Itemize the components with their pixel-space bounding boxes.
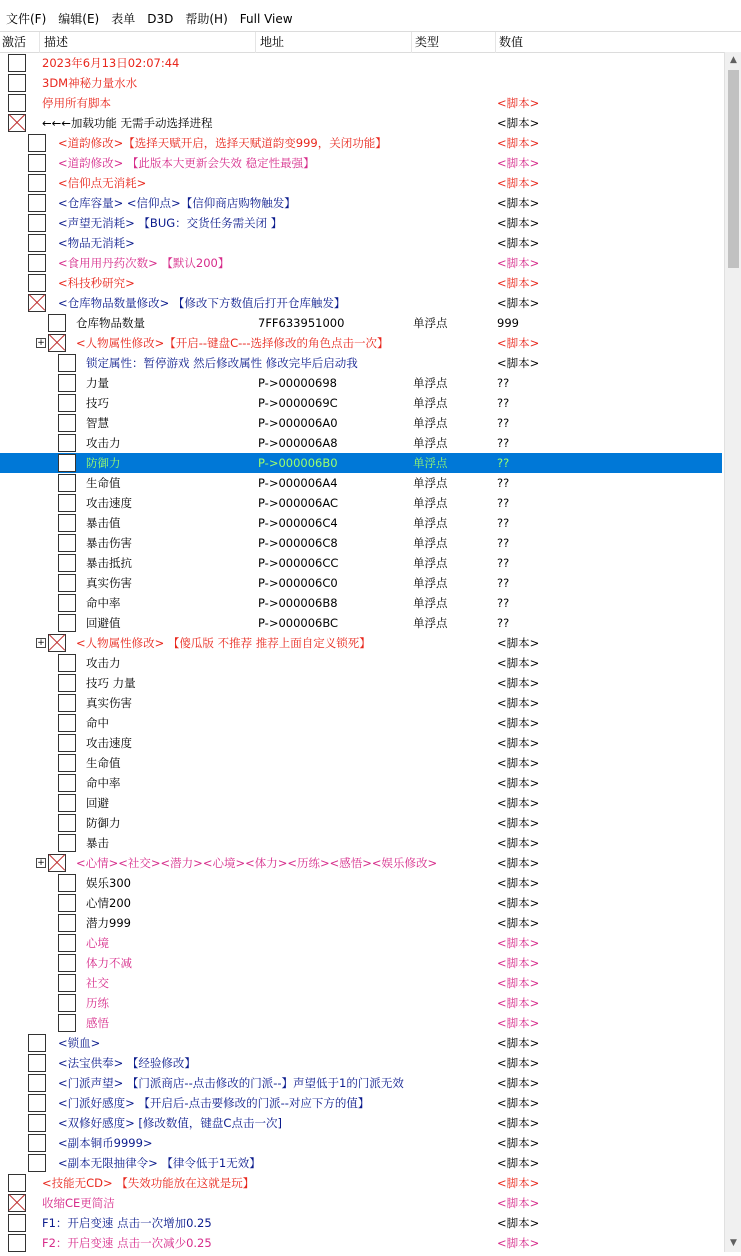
row-description: 体力不减 — [86, 956, 132, 970]
active-checkbox[interactable] — [58, 454, 76, 472]
table-row[interactable] — [0, 53, 722, 73]
row-value[interactable]: <脚本> — [497, 136, 540, 150]
row-address: P->000006C8 — [258, 536, 338, 550]
row-value[interactable]: <脚本> — [497, 1216, 540, 1230]
active-checkbox[interactable] — [28, 1074, 46, 1092]
row-value[interactable]: <脚本> — [497, 96, 540, 110]
row-value[interactable]: <脚本> — [497, 656, 540, 670]
row-description: 心情200 — [86, 896, 131, 910]
row-description: <仓库容量> <信仰点>【信仰商店购物触发】 — [58, 196, 296, 210]
row-description: <双修好感度> [修改数值，键盘C点击一次] — [58, 1116, 282, 1130]
expand-toggle-icon[interactable]: + — [37, 338, 45, 348]
active-checkbox[interactable] — [58, 894, 76, 912]
menu-item-2[interactable]: 表单 — [111, 12, 136, 26]
row-description: 娱乐300 — [86, 876, 131, 890]
active-checkbox[interactable] — [58, 674, 76, 692]
table-row[interactable] — [0, 893, 722, 913]
active-checkbox[interactable] — [58, 794, 76, 812]
row-value[interactable]: <脚本> — [497, 636, 540, 650]
table-row[interactable] — [0, 993, 722, 1013]
row-type: 单浮点 — [413, 436, 448, 450]
table-row[interactable] — [0, 513, 722, 533]
table-row[interactable] — [0, 1193, 722, 1213]
active-checkbox[interactable] — [28, 274, 46, 292]
row-value[interactable]: <脚本> — [497, 276, 540, 290]
row-description: 回避 — [86, 796, 109, 810]
table-row[interactable] — [0, 1073, 722, 1093]
active-checkbox[interactable] — [58, 874, 76, 892]
table-row[interactable] — [0, 1033, 722, 1053]
table-row[interactable] — [0, 1093, 722, 1113]
active-checkbox[interactable] — [58, 834, 76, 852]
row-value[interactable]: <脚本> — [497, 1136, 540, 1150]
row-description: <技能无CD> 【失效功能放在这就是玩】 — [42, 1176, 255, 1190]
vertical-scrollbar[interactable] — [724, 52, 741, 1252]
active-checkbox[interactable] — [28, 174, 46, 192]
row-address: P->0000069C — [258, 396, 338, 410]
table-row[interactable] — [0, 433, 722, 453]
table-row[interactable] — [0, 473, 722, 493]
row-description: 命中率 — [86, 776, 121, 790]
table-row[interactable] — [0, 453, 722, 473]
row-description: 感悟 — [86, 1016, 109, 1030]
active-checkbox[interactable] — [48, 314, 66, 332]
row-description: 技巧 — [86, 396, 109, 410]
row-type: 单浮点 — [413, 456, 448, 470]
row-type: 单浮点 — [413, 556, 448, 570]
row-address: P->000006C4 — [258, 516, 338, 530]
row-description: 锁定属性：暂停游戏 然后修改属性 修改完毕后启动我 — [86, 356, 358, 370]
active-checkbox[interactable] — [28, 1094, 46, 1112]
row-type: 单浮点 — [413, 536, 448, 550]
active-checkbox[interactable] — [8, 1194, 26, 1212]
table-row[interactable] — [0, 833, 722, 853]
row-type: 单浮点 — [413, 516, 448, 530]
row-description: <锁血> — [58, 1036, 101, 1050]
table-row[interactable] — [0, 133, 722, 153]
row-value[interactable]: ?? — [497, 596, 510, 610]
menu-item-4[interactable]: 帮助(H) — [185, 12, 228, 26]
active-checkbox[interactable] — [58, 374, 76, 392]
active-checkbox[interactable] — [28, 294, 46, 312]
row-address: P->000006B0 — [258, 456, 338, 470]
active-checkbox[interactable] — [8, 114, 26, 132]
row-value[interactable]: ?? — [497, 376, 510, 390]
row-value[interactable]: <脚本> — [497, 256, 540, 270]
active-checkbox[interactable] — [8, 54, 26, 72]
row-value[interactable]: <脚本> — [497, 1076, 540, 1090]
active-checkbox[interactable] — [58, 434, 76, 452]
row-address: P->000006A4 — [258, 476, 338, 490]
row-description: <科技秒研究> — [58, 276, 135, 290]
table-row[interactable] — [0, 1133, 722, 1153]
row-value[interactable]: <脚本> — [497, 116, 540, 130]
row-description: 心境 — [86, 936, 109, 950]
row-value[interactable]: <脚本> — [497, 1056, 540, 1070]
active-checkbox[interactable] — [58, 394, 76, 412]
row-description: 命中 — [86, 716, 109, 730]
active-checkbox[interactable] — [28, 1034, 46, 1052]
row-description: F2：开启变速 点击一次减少0.25 — [42, 1236, 212, 1250]
menu-item-1[interactable]: 编辑(E) — [58, 12, 100, 26]
active-checkbox[interactable] — [58, 554, 76, 572]
row-value[interactable]: <脚本> — [497, 296, 540, 310]
menu-bar — [0, 8, 741, 30]
table-row[interactable] — [0, 293, 722, 313]
row-type: 单浮点 — [413, 476, 448, 490]
row-description: <道韵修改>【选择天赋开启，选择天赋道韵变999，关闭功能】 — [58, 136, 387, 150]
expand-toggle-icon[interactable]: + — [37, 858, 45, 868]
table-row[interactable] — [0, 913, 722, 933]
row-value[interactable]: <脚本> — [497, 196, 540, 210]
row-address: P->00000698 — [258, 376, 338, 390]
table-row[interactable] — [0, 353, 722, 373]
active-checkbox[interactable] — [28, 234, 46, 252]
row-description: ←←←加载功能 无需手动选择进程 — [42, 116, 213, 130]
row-value[interactable]: ?? — [497, 456, 510, 470]
table-row[interactable] — [0, 213, 722, 233]
row-description: 3DM神秘力量水水 — [42, 76, 138, 90]
row-description: <门派好感度> 【开启后-点击要修改的门派--对应下方的值】 — [58, 1096, 370, 1110]
row-description: 社交 — [86, 976, 109, 990]
col-addr[interactable]: 地址 — [258, 32, 412, 53]
row-value[interactable]: ?? — [497, 556, 510, 570]
expand-toggle-icon[interactable]: + — [37, 638, 45, 648]
table-row[interactable] — [0, 1213, 722, 1233]
row-description: 暴击伤害 — [86, 536, 132, 550]
row-description: <仓库物品数量修改> 【修改下方数值后打开仓库触发】 — [58, 296, 346, 310]
scrollbar-thumb[interactable] — [728, 70, 739, 268]
col-active[interactable]: 激活 — [0, 32, 40, 53]
row-value[interactable]: <脚本> — [497, 896, 540, 910]
row-value[interactable]: ?? — [497, 416, 510, 430]
table-row[interactable] — [0, 873, 722, 893]
active-checkbox[interactable] — [58, 994, 76, 1012]
row-description: 暴击值 — [86, 516, 121, 530]
row-value[interactable]: <脚本> — [497, 696, 540, 710]
table-row[interactable] — [0, 733, 722, 753]
row-description: 攻击力 — [86, 656, 121, 670]
row-type: 单浮点 — [413, 376, 448, 390]
active-checkbox[interactable] — [28, 194, 46, 212]
row-value[interactable]: 999 — [497, 316, 519, 330]
table-row[interactable] — [0, 593, 722, 613]
row-value[interactable]: ?? — [497, 476, 510, 490]
row-value[interactable]: <脚本> — [497, 1036, 540, 1050]
table-row[interactable] — [0, 313, 722, 333]
row-type: 单浮点 — [413, 416, 448, 430]
active-checkbox[interactable] — [58, 754, 76, 772]
row-description: <法宝供奉> 【经验修改】 — [58, 1056, 196, 1070]
row-description: <心情><社交><潜力><心境><体力><历练><感悟><娱乐修改> — [76, 856, 438, 870]
table-row[interactable] — [0, 153, 722, 173]
row-value[interactable]: <脚本> — [497, 736, 540, 750]
row-value[interactable]: <脚本> — [497, 856, 540, 870]
row-description: 真实伤害 — [86, 696, 132, 710]
table-row[interactable] — [0, 793, 722, 813]
scroll-up-icon[interactable]: ▲ — [730, 55, 737, 65]
active-checkbox[interactable] — [58, 774, 76, 792]
row-value[interactable]: ?? — [497, 536, 510, 550]
row-description: 生命值 — [86, 756, 121, 770]
col-value[interactable]: 数值 — [499, 35, 524, 49]
row-value[interactable]: <脚本> — [497, 236, 540, 250]
table-row[interactable] — [0, 953, 722, 973]
table-row[interactable] — [0, 73, 722, 93]
active-checkbox[interactable] — [58, 514, 76, 532]
table-row[interactable] — [0, 413, 722, 433]
row-value[interactable]: ?? — [497, 436, 510, 450]
row-value[interactable]: ?? — [497, 616, 510, 630]
row-description: 仓库物品数量 — [76, 316, 145, 330]
row-description: 攻击速度 — [86, 736, 132, 750]
active-checkbox[interactable] — [58, 594, 76, 612]
row-value[interactable]: <脚本> — [497, 1176, 540, 1190]
row-type: 单浮点 — [413, 396, 448, 410]
active-checkbox[interactable] — [58, 534, 76, 552]
row-value[interactable]: <脚本> — [497, 176, 540, 190]
row-value[interactable]: <脚本> — [497, 936, 540, 950]
row-value[interactable]: ?? — [497, 496, 510, 510]
active-checkbox[interactable] — [58, 354, 76, 372]
table-row[interactable] — [0, 573, 722, 593]
active-checkbox[interactable] — [58, 734, 76, 752]
row-description: 潜力999 — [86, 916, 131, 930]
row-description: <人物属性修改>【开启--键盘C---选择修改的角色点击一次】 — [76, 336, 389, 350]
table-row[interactable] — [0, 373, 722, 393]
row-address: P->000006CC — [258, 556, 339, 570]
table-row[interactable] — [0, 853, 722, 873]
row-description: <副本铜币9999> — [58, 1136, 153, 1150]
row-description: <声望无消耗> 【BUG：交货任务需关闭 】 — [58, 216, 283, 230]
row-description: 攻击速度 — [86, 496, 132, 510]
row-value[interactable]: <脚本> — [497, 1096, 540, 1110]
row-description: 力量 — [86, 376, 109, 390]
active-checkbox[interactable] — [58, 414, 76, 432]
row-description: 历练 — [86, 996, 109, 1010]
active-checkbox[interactable] — [28, 1154, 46, 1172]
table-row[interactable] — [0, 653, 722, 673]
row-address: 7FF633951000 — [258, 316, 345, 330]
table-row[interactable] — [0, 1233, 722, 1252]
row-address: P->000006A0 — [258, 416, 338, 430]
table-row[interactable] — [0, 173, 722, 193]
active-checkbox[interactable] — [8, 1174, 26, 1192]
active-checkbox[interactable] — [58, 614, 76, 632]
row-value[interactable]: <脚本> — [497, 356, 540, 370]
table-row[interactable] — [0, 673, 722, 693]
active-checkbox[interactable] — [28, 154, 46, 172]
table-row[interactable] — [0, 613, 722, 633]
row-address: P->000006C0 — [258, 576, 338, 590]
col-desc[interactable]: 描述 — [42, 32, 256, 53]
active-checkbox[interactable] — [28, 1114, 46, 1132]
row-address: P->000006BC — [258, 616, 339, 630]
row-type: 单浮点 — [413, 596, 448, 610]
active-checkbox[interactable] — [8, 94, 26, 112]
row-value[interactable]: ?? — [497, 396, 510, 410]
row-value[interactable]: <脚本> — [497, 216, 540, 230]
table-row[interactable] — [0, 233, 722, 253]
cheat-table-list — [0, 52, 724, 1252]
row-address: P->000006B8 — [258, 596, 338, 610]
table-row[interactable] — [0, 693, 722, 713]
row-description: 生命值 — [86, 476, 121, 490]
table-row[interactable] — [0, 273, 722, 293]
row-description: 命中率 — [86, 596, 121, 610]
table-row[interactable] — [0, 813, 722, 833]
table-row[interactable] — [0, 253, 722, 273]
row-value[interactable]: ?? — [497, 576, 510, 590]
row-description: 暴击 — [86, 836, 109, 850]
active-checkbox[interactable] — [58, 654, 76, 672]
row-value[interactable]: <脚本> — [497, 1156, 540, 1170]
row-description: <人物属性修改> 【傻瓜版 不推荐 推荐上面自定义锁死】 — [76, 636, 371, 650]
table-row[interactable] — [0, 1053, 722, 1073]
row-value[interactable]: <脚本> — [497, 336, 540, 350]
row-value[interactable]: <脚本> — [497, 836, 540, 850]
row-value[interactable]: <脚本> — [497, 816, 540, 830]
table-row[interactable] — [0, 333, 722, 353]
row-value[interactable]: <脚本> — [497, 1236, 540, 1250]
row-value[interactable]: <脚本> — [497, 876, 540, 890]
table-row[interactable] — [0, 1153, 722, 1173]
row-description: <信仰点无消耗> — [58, 176, 147, 190]
row-description: <门派声望> 【门派商店--点击修改的门派--】声望低于1的门派无效 — [58, 1076, 404, 1090]
table-row[interactable] — [0, 973, 722, 993]
row-type: 单浮点 — [413, 576, 448, 590]
active-checkbox[interactable] — [28, 1134, 46, 1152]
table-row[interactable] — [0, 533, 722, 553]
row-description: 攻击力 — [86, 436, 121, 450]
row-value[interactable]: <脚本> — [497, 1196, 540, 1210]
table-row[interactable] — [0, 753, 722, 773]
row-address: P->000006A8 — [258, 436, 338, 450]
row-description: 技巧 力量 — [86, 676, 136, 690]
menu-item-3[interactable]: D3D — [147, 12, 174, 26]
row-description: 智慧 — [86, 416, 109, 430]
active-checkbox[interactable] — [58, 694, 76, 712]
row-value[interactable]: <脚本> — [497, 676, 540, 690]
active-checkbox[interactable] — [8, 1234, 26, 1252]
row-description: 回避值 — [86, 616, 121, 630]
active-checkbox[interactable] — [28, 134, 46, 152]
table-row[interactable] — [0, 493, 722, 513]
row-description: F1：开启变速 点击一次增加0.25 — [42, 1216, 212, 1230]
row-value[interactable]: <脚本> — [497, 796, 540, 810]
active-checkbox[interactable] — [58, 714, 76, 732]
row-type: 单浮点 — [413, 316, 448, 330]
active-checkbox[interactable] — [58, 814, 76, 832]
table-row[interactable] — [0, 93, 722, 113]
table-row[interactable] — [0, 1113, 722, 1133]
row-description: <食用用丹药次数> 【默认200】 — [58, 256, 230, 270]
active-checkbox[interactable] — [58, 574, 76, 592]
row-value[interactable]: <脚本> — [497, 1116, 540, 1130]
row-description: <道韵修改> 【此版本大更新会失效 稳定性最强】 — [58, 156, 315, 170]
active-checkbox[interactable] — [58, 474, 76, 492]
active-checkbox[interactable] — [28, 1054, 46, 1072]
active-checkbox[interactable] — [58, 974, 76, 992]
table-row[interactable] — [0, 933, 722, 953]
column-header — [0, 31, 741, 53]
table-row[interactable] — [0, 393, 722, 413]
row-value[interactable]: <脚本> — [497, 916, 540, 930]
row-value[interactable]: <脚本> — [497, 156, 540, 170]
table-row[interactable] — [0, 1013, 722, 1033]
active-checkbox[interactable] — [28, 214, 46, 232]
row-value[interactable]: <脚本> — [497, 956, 540, 970]
row-description: 2023年6月13日02:07:44 — [42, 56, 180, 70]
scroll-down-icon[interactable]: ▼ — [730, 1238, 737, 1248]
row-description: 真实伤害 — [86, 576, 132, 590]
table-row[interactable] — [0, 713, 722, 733]
row-type: 单浮点 — [413, 616, 448, 630]
active-checkbox[interactable] — [8, 1214, 26, 1232]
row-value[interactable]: <脚本> — [497, 976, 540, 990]
table-row[interactable] — [0, 1173, 722, 1193]
table-row[interactable] — [0, 773, 722, 793]
col-type[interactable]: 类型 — [413, 32, 496, 53]
table-row[interactable] — [0, 113, 722, 133]
row-value[interactable]: <脚本> — [497, 716, 540, 730]
menu-item-5[interactable]: Full View — [239, 12, 293, 26]
row-description: <副本无限抽律令> 【律令低于1无效】 — [58, 1156, 261, 1170]
active-checkbox[interactable] — [48, 854, 66, 872]
active-checkbox[interactable] — [58, 954, 76, 972]
row-description: 停用所有脚本 — [42, 96, 111, 110]
active-checkbox[interactable] — [28, 254, 46, 272]
row-description: 防御力 — [86, 816, 121, 830]
active-checkbox[interactable] — [48, 634, 66, 652]
row-value[interactable]: <脚本> — [497, 996, 540, 1010]
row-value[interactable]: <脚本> — [497, 756, 540, 770]
menu-item-0[interactable]: 文件(F) — [6, 12, 47, 26]
active-checkbox[interactable] — [58, 934, 76, 952]
row-value[interactable]: <脚本> — [497, 776, 540, 790]
row-description: 暴击抵抗 — [86, 556, 132, 570]
active-checkbox[interactable] — [58, 494, 76, 512]
row-type: 单浮点 — [413, 496, 448, 510]
table-row[interactable] — [0, 553, 722, 573]
row-value[interactable]: <脚本> — [497, 1016, 540, 1030]
active-checkbox[interactable] — [48, 334, 66, 352]
table-row[interactable] — [0, 633, 722, 653]
active-checkbox[interactable] — [58, 914, 76, 932]
row-description: <物品无消耗> — [58, 236, 135, 250]
active-checkbox[interactable] — [8, 74, 26, 92]
table-row[interactable] — [0, 193, 722, 213]
row-description: 防御力 — [86, 456, 121, 470]
row-description: 收缩CE更简洁 — [42, 1196, 115, 1210]
active-checkbox[interactable] — [58, 1014, 76, 1032]
row-value[interactable]: ?? — [497, 516, 510, 530]
row-address: P->000006AC — [258, 496, 339, 510]
